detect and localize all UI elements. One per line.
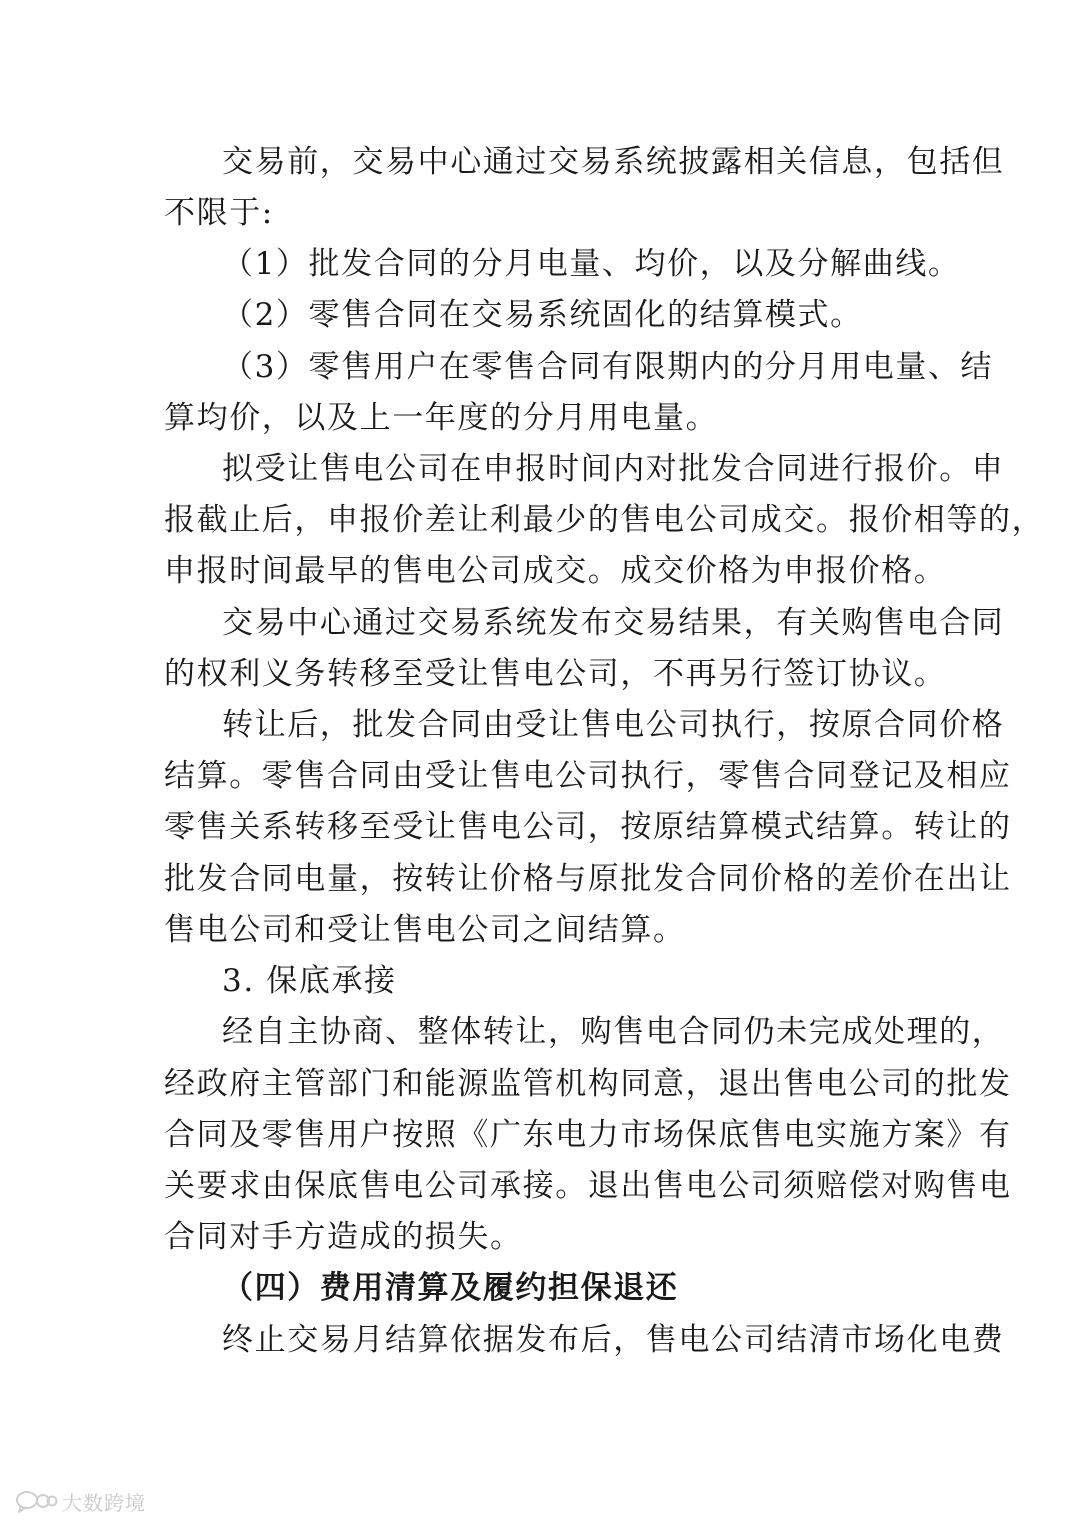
paragraph-line: 关要求由保底售电公司承接。退出售电公司须赔偿对购售电 — [164, 1168, 1012, 1204]
paragraph-line: 批发合同电量，按转让价格与原批发合同价格的差价在出让 — [164, 861, 1012, 897]
paragraph-line: 不限于: — [164, 195, 274, 231]
section-heading: 3. 保底承接 — [222, 963, 397, 999]
paragraph-line: 拟受让售电公司在申报时间内对批发合同进行报价。申 — [222, 451, 1005, 487]
paragraph-line: 转让后，批发合同由受让售电公司执行，按原合同价格 — [222, 707, 1005, 743]
paragraph-line: 经政府主管部门和能源监管机构同意，退出售电公司的批发 — [164, 1066, 1012, 1102]
list-item: （1）批发合同的分月电量、均价，以及分解曲线。 — [222, 246, 961, 282]
list-item: （3）零售用户在零售合同有限期内的分月用电量、结 — [222, 349, 994, 385]
paragraph-line: 交易前，交易中心通过交易系统披露相关信息，包括但 — [222, 144, 1005, 180]
paragraph-line: 终止交易月结算依据发布后，售电公司结清市场化电费 — [222, 1322, 1005, 1358]
chat-bubble-logo-icon — [14, 1488, 58, 1514]
paragraph-line: 申报时间最早的售电公司成交。成交价格为申报价格。 — [164, 553, 947, 589]
watermark — [14, 1486, 146, 1516]
paragraph-line: 交易中心通过交易系统发布交易结果，有关购售电合同 — [222, 605, 1005, 641]
list-item: （2）零售合同在交易系统固化的结算模式。 — [222, 297, 863, 333]
paragraph-line: 结算。零售合同由受让售电公司执行，零售合同登记及相应 — [164, 758, 1012, 794]
section-heading: （四）费用清算及履约担保退还 — [222, 1270, 679, 1306]
paragraph-line: 报截止后，申报价差让利最少的售电公司成交。报价相等的， — [164, 502, 1045, 538]
paragraph-line: 经自主协商、整体转让，购售电合同仍未完成处理的， — [222, 1014, 1005, 1050]
paragraph-line: 合同及零售用户按照《广东电力市场保底售电实施方案》有 — [164, 1117, 1012, 1153]
paragraph-line: 零售关系转移至受让售电公司，按原结算模式结算。转让的 — [164, 809, 1012, 845]
paragraph-line: 售电公司和受让售电公司之间结算。 — [164, 912, 686, 948]
paragraph-line: 合同对手方造成的损失。 — [164, 1219, 523, 1255]
paragraph-line: 算均价，以及上一年度的分月用电量。 — [164, 400, 719, 436]
paragraph-line: 的权利义务转移至受让售电公司，不再另行签订协议。 — [164, 656, 947, 692]
watermark-text: 大数跨境 — [62, 1490, 146, 1515]
